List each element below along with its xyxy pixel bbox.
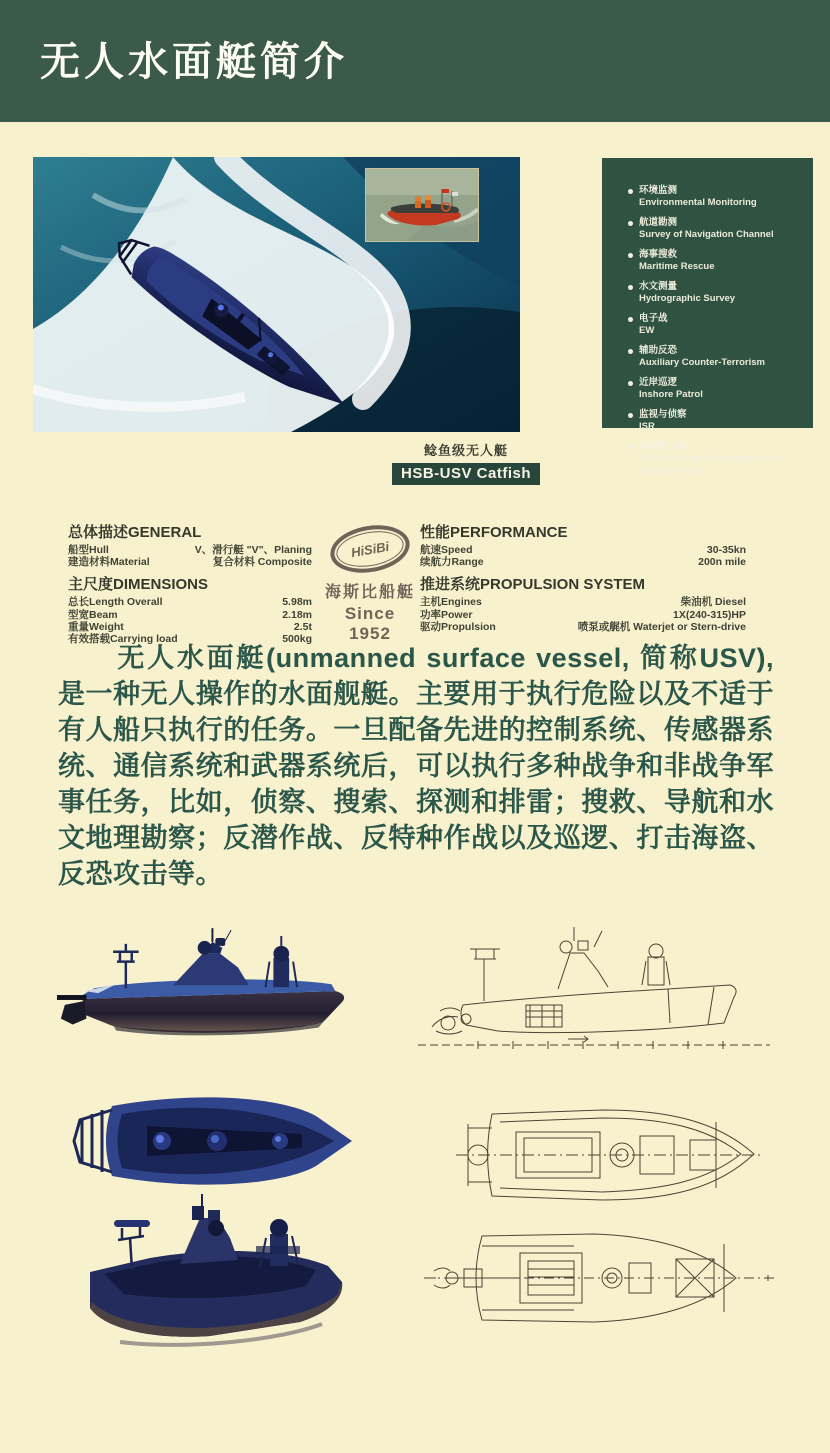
capability-en: Inshore Patrol: [639, 389, 703, 400]
bullet-icon: [628, 253, 633, 258]
specs-right-column: [420, 522, 746, 633]
spec-label: 重量Weight: [68, 620, 124, 633]
spec-row: [68, 544, 312, 556]
capability-item: [628, 345, 799, 369]
spec-label: 有效搭载Carrying load: [68, 633, 178, 646]
spec-label: 主机Engines: [420, 596, 482, 609]
spec-value: 30-35kn: [706, 544, 746, 556]
spec-value: 柴油机 Diesel: [680, 596, 746, 609]
rib-boat-image: [366, 169, 478, 241]
section-heading-dimensions: 主尺度DIMENSIONS: [68, 576, 209, 594]
capability-en: Can be put into 20' container for transportation.: [639, 453, 785, 476]
usv-side-view-render: [55, 925, 360, 1070]
spec-value: 200n mile: [698, 556, 746, 569]
spec-row: [68, 556, 312, 568]
spec-row: [420, 544, 746, 556]
spec-value: V、滑行艇 "V"、Planing: [194, 544, 312, 556]
capability-en: Maritime Rescue: [639, 261, 715, 272]
spec-row: [420, 556, 746, 568]
spec-row: [68, 596, 312, 608]
company-logo: [322, 526, 418, 644]
header-bar: [0, 0, 830, 122]
capability-zh: 水文测量: [639, 281, 678, 292]
spec-row: [420, 621, 746, 633]
capability-item: [628, 281, 799, 305]
bullet-icon: [628, 317, 633, 322]
capability-zh: 集装箱运输: [639, 441, 687, 452]
usv-machinery-line-drawing: [424, 1222, 774, 1334]
capability-en: EW: [639, 325, 655, 336]
company-since: Since 1952: [344, 604, 396, 643]
capability-zh: 监视与侦察: [639, 409, 687, 420]
spec-row: [420, 609, 746, 621]
logo-oval-mark: [327, 519, 414, 578]
capability-zh: 海事搜救: [639, 249, 678, 260]
spec-value: 复合材料 Composite: [212, 556, 312, 569]
capability-item: [628, 249, 799, 273]
capability-item: [628, 409, 799, 433]
spec-value: 2.18m: [282, 608, 312, 621]
capabilities-panel: [602, 158, 813, 476]
capability-en: Auxiliary Counter-Terrorism: [639, 357, 765, 368]
specs-left-column: [68, 522, 312, 645]
bullet-icon: [628, 285, 633, 290]
spec-row: [68, 621, 312, 633]
capability-en: Environmental Monitoring: [639, 197, 757, 208]
spec-label: 船型Hull: [68, 544, 109, 556]
spec-value: 喷泵或艉机 Waterjet or Stern-drive: [577, 620, 746, 633]
boat-class-name: 鲶鱼级无人艇: [423, 443, 508, 458]
model-badge: HSB-USV Catfish: [392, 463, 540, 485]
logo-text: HiSiBi: [349, 538, 391, 560]
section-heading-performance: 性能PERFORMANCE: [420, 524, 568, 541]
capability-item: [628, 377, 799, 401]
capability-zh: 近岸巡逻: [639, 377, 678, 388]
section-heading-propulsion: 推进系统PROPULSION SYSTEM: [420, 576, 646, 594]
page-title: 无人水面艇简介: [40, 40, 348, 84]
spec-label: 型宽Beam: [68, 608, 118, 621]
bullet-icon: [628, 413, 633, 418]
spec-value: 2.5t: [293, 620, 312, 633]
company-name-zh: 海斯比船艇: [324, 584, 415, 601]
capability-zh: 航道勘测: [639, 217, 678, 228]
capability-item: [628, 217, 799, 241]
spec-value: 500kg: [282, 633, 312, 646]
usv-top-view-render: [52, 1078, 362, 1206]
capability-zh: 环境监测: [639, 185, 678, 196]
spec-label: 总长Length Overall: [68, 596, 163, 609]
spec-label: 驱动Propulsion: [420, 620, 496, 633]
usv-plan-line-drawing: [452, 1100, 768, 1212]
bullet-icon: [628, 221, 633, 226]
usv-description-paragraph: 无人水面艇(unmanned surface vessel, 简称USV), 是一种无人操作的水面舰艇。主要用于执行危险以及不适于有人船只执行的任务。一旦配备先进的控制系统、传感器系统、通信系统和武器系统后，可以执行多种战争和非战争军事任务，比如，侦察、搜索、探测和排雷；搜救、导航和水文地理勘察；反潜作战、反特种作战以及巡逻、打击海盗、反恐攻击等。: [58, 643, 774, 889]
bullet-icon: [628, 349, 633, 354]
spec-row: [420, 596, 746, 608]
capability-item: [628, 185, 799, 209]
capability-zh: 辅助反恐: [639, 345, 678, 356]
spec-label: 续航力Range: [420, 556, 484, 569]
usv-perspective-render: [60, 1192, 360, 1354]
capability-en: Hydrographic Survey: [639, 293, 736, 304]
spec-label: 航速Speed: [420, 544, 473, 556]
capability-en: Survey of Navigation Channel: [639, 229, 774, 240]
spec-label: 建造材料Material: [68, 556, 150, 569]
bullet-icon: [628, 445, 633, 450]
spec-value: 1X(240-315)HP: [673, 608, 746, 621]
bullet-icon: [628, 381, 633, 386]
inset-photo-rib-boat: [365, 168, 479, 242]
hero-caption: [356, 440, 576, 485]
bullet-icon: [628, 189, 633, 194]
section-heading-general: 总体描述GENERAL: [68, 524, 202, 541]
capability-zh: 电子战: [639, 313, 668, 324]
capability-item: [628, 313, 799, 337]
spec-value: 5.98m: [282, 596, 312, 609]
capability-item: [628, 441, 799, 477]
spec-label: 功率Power: [420, 608, 473, 621]
spec-row: [68, 609, 312, 621]
usv-side-line-drawing: [418, 925, 770, 1083]
capability-en: ISR: [639, 421, 655, 432]
